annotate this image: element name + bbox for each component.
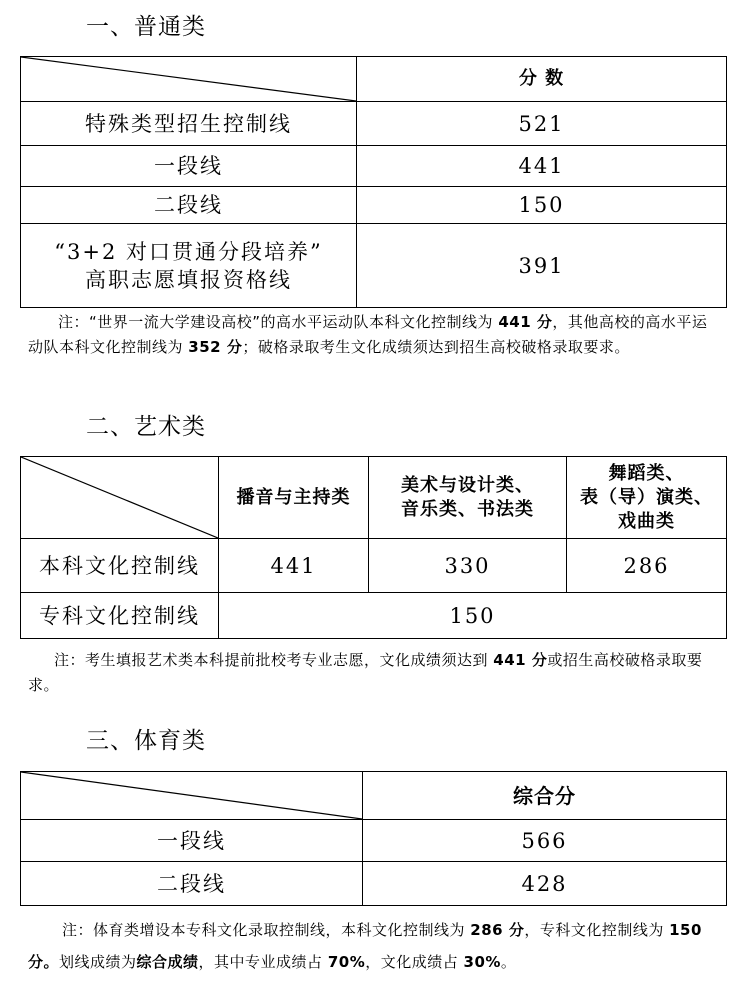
art-score-table — [20, 456, 727, 639]
score-header: 分 数 — [357, 57, 727, 102]
diagonal-header-cell — [21, 457, 219, 539]
row-label-line: 高职志愿填报资格线 — [85, 267, 292, 292]
row-label: 二段线 — [21, 187, 357, 224]
header-broadcasting — [219, 457, 369, 539]
row-label-line: “3+2 对口贯通分段培养” — [54, 239, 323, 264]
row-label: 本科文化控制线 — [21, 539, 219, 593]
table-row — [21, 862, 727, 906]
note-bold: 150 分。 — [28, 921, 702, 971]
table-row — [21, 146, 727, 187]
row-label: 一段线 — [21, 820, 363, 862]
row-value: 391 — [357, 224, 727, 308]
row-value: 428 — [363, 862, 727, 906]
header-dance-drama — [567, 457, 727, 539]
diagonal-header-cell — [21, 772, 363, 820]
row-value: 566 — [363, 820, 727, 862]
row-value: 150 — [219, 593, 727, 639]
row-label: 一段线 — [21, 146, 357, 187]
table-row — [21, 187, 727, 224]
header-line: 美术与设计类、 — [401, 474, 534, 496]
note-text: 。 — [500, 953, 517, 971]
header-fine-arts-music — [369, 457, 567, 539]
note-bold: 352 分 — [188, 338, 243, 356]
row-label-multiline — [21, 224, 357, 308]
note-bold: 30% — [463, 953, 501, 971]
table-header-row — [21, 772, 727, 820]
composite-score-header: 综合分 — [363, 772, 727, 820]
art-note — [28, 648, 720, 698]
note-text: 注：体育类增设本专科文化录取控制线，本科文化控制线为 — [62, 921, 471, 939]
sports-note — [28, 914, 720, 978]
note-bold: 70% — [327, 953, 366, 971]
note-text: 或招生高校破格录取要求。 — [28, 651, 703, 694]
table-header-row — [21, 457, 727, 539]
header-line: 音乐类、书法类 — [401, 498, 534, 520]
header-line: 舞蹈类、 — [608, 462, 685, 484]
header-line: 戏曲类 — [618, 510, 675, 532]
note-text: ，其他高校的高水平运动队本科文化控制线为 — [28, 313, 708, 356]
note-text: ，文化成绩占 — [365, 953, 464, 971]
row-value: 441 — [357, 146, 727, 187]
row-value: 330 — [369, 539, 567, 593]
row-value: 521 — [357, 102, 727, 146]
note-text: ；破格录取考生文化成绩须达到招生高校破格录取要求。 — [242, 338, 630, 356]
section-title-art: 二、艺术类 — [86, 414, 206, 440]
note-text: 注：“世界一流大学建设高校”的高水平运动队本科文化控制线为 — [58, 313, 499, 331]
general-note — [28, 310, 720, 360]
table-row — [21, 820, 727, 862]
note-text: 划线成绩为 — [59, 953, 137, 971]
header-line: 播音与主持类 — [236, 486, 351, 508]
general-score-table — [20, 56, 727, 308]
note-bold: 441 分 — [493, 651, 548, 669]
note-text: ，其中专业成绩占 — [198, 953, 328, 971]
row-label: 特殊类型招生控制线 — [21, 102, 357, 146]
note-text: ，专科文化控制线为 — [524, 921, 670, 939]
note-text: 注：考生填报艺术类本科提前批校考专业志愿，文化成绩须达到 — [54, 651, 494, 669]
table-row — [21, 539, 727, 593]
row-label: 专科文化控制线 — [21, 593, 219, 639]
table-header-row — [21, 57, 727, 102]
table-row — [21, 593, 727, 639]
section-title-general: 一、普通类 — [86, 14, 206, 40]
note-bold: 286 分 — [470, 921, 525, 939]
section-title-sports: 三、体育类 — [86, 728, 206, 754]
note-bold: 综合成绩 — [136, 953, 199, 971]
row-value: 286 — [567, 539, 727, 593]
table-row — [21, 102, 727, 146]
diagonal-header-cell — [21, 57, 357, 102]
table-row — [21, 224, 727, 308]
row-value: 441 — [219, 539, 369, 593]
header-line: 表（导）演类、 — [580, 486, 713, 508]
sports-score-table — [20, 771, 727, 906]
row-value: 150 — [357, 187, 727, 224]
note-bold: 441 分 — [498, 313, 553, 331]
row-label: 二段线 — [21, 862, 363, 906]
